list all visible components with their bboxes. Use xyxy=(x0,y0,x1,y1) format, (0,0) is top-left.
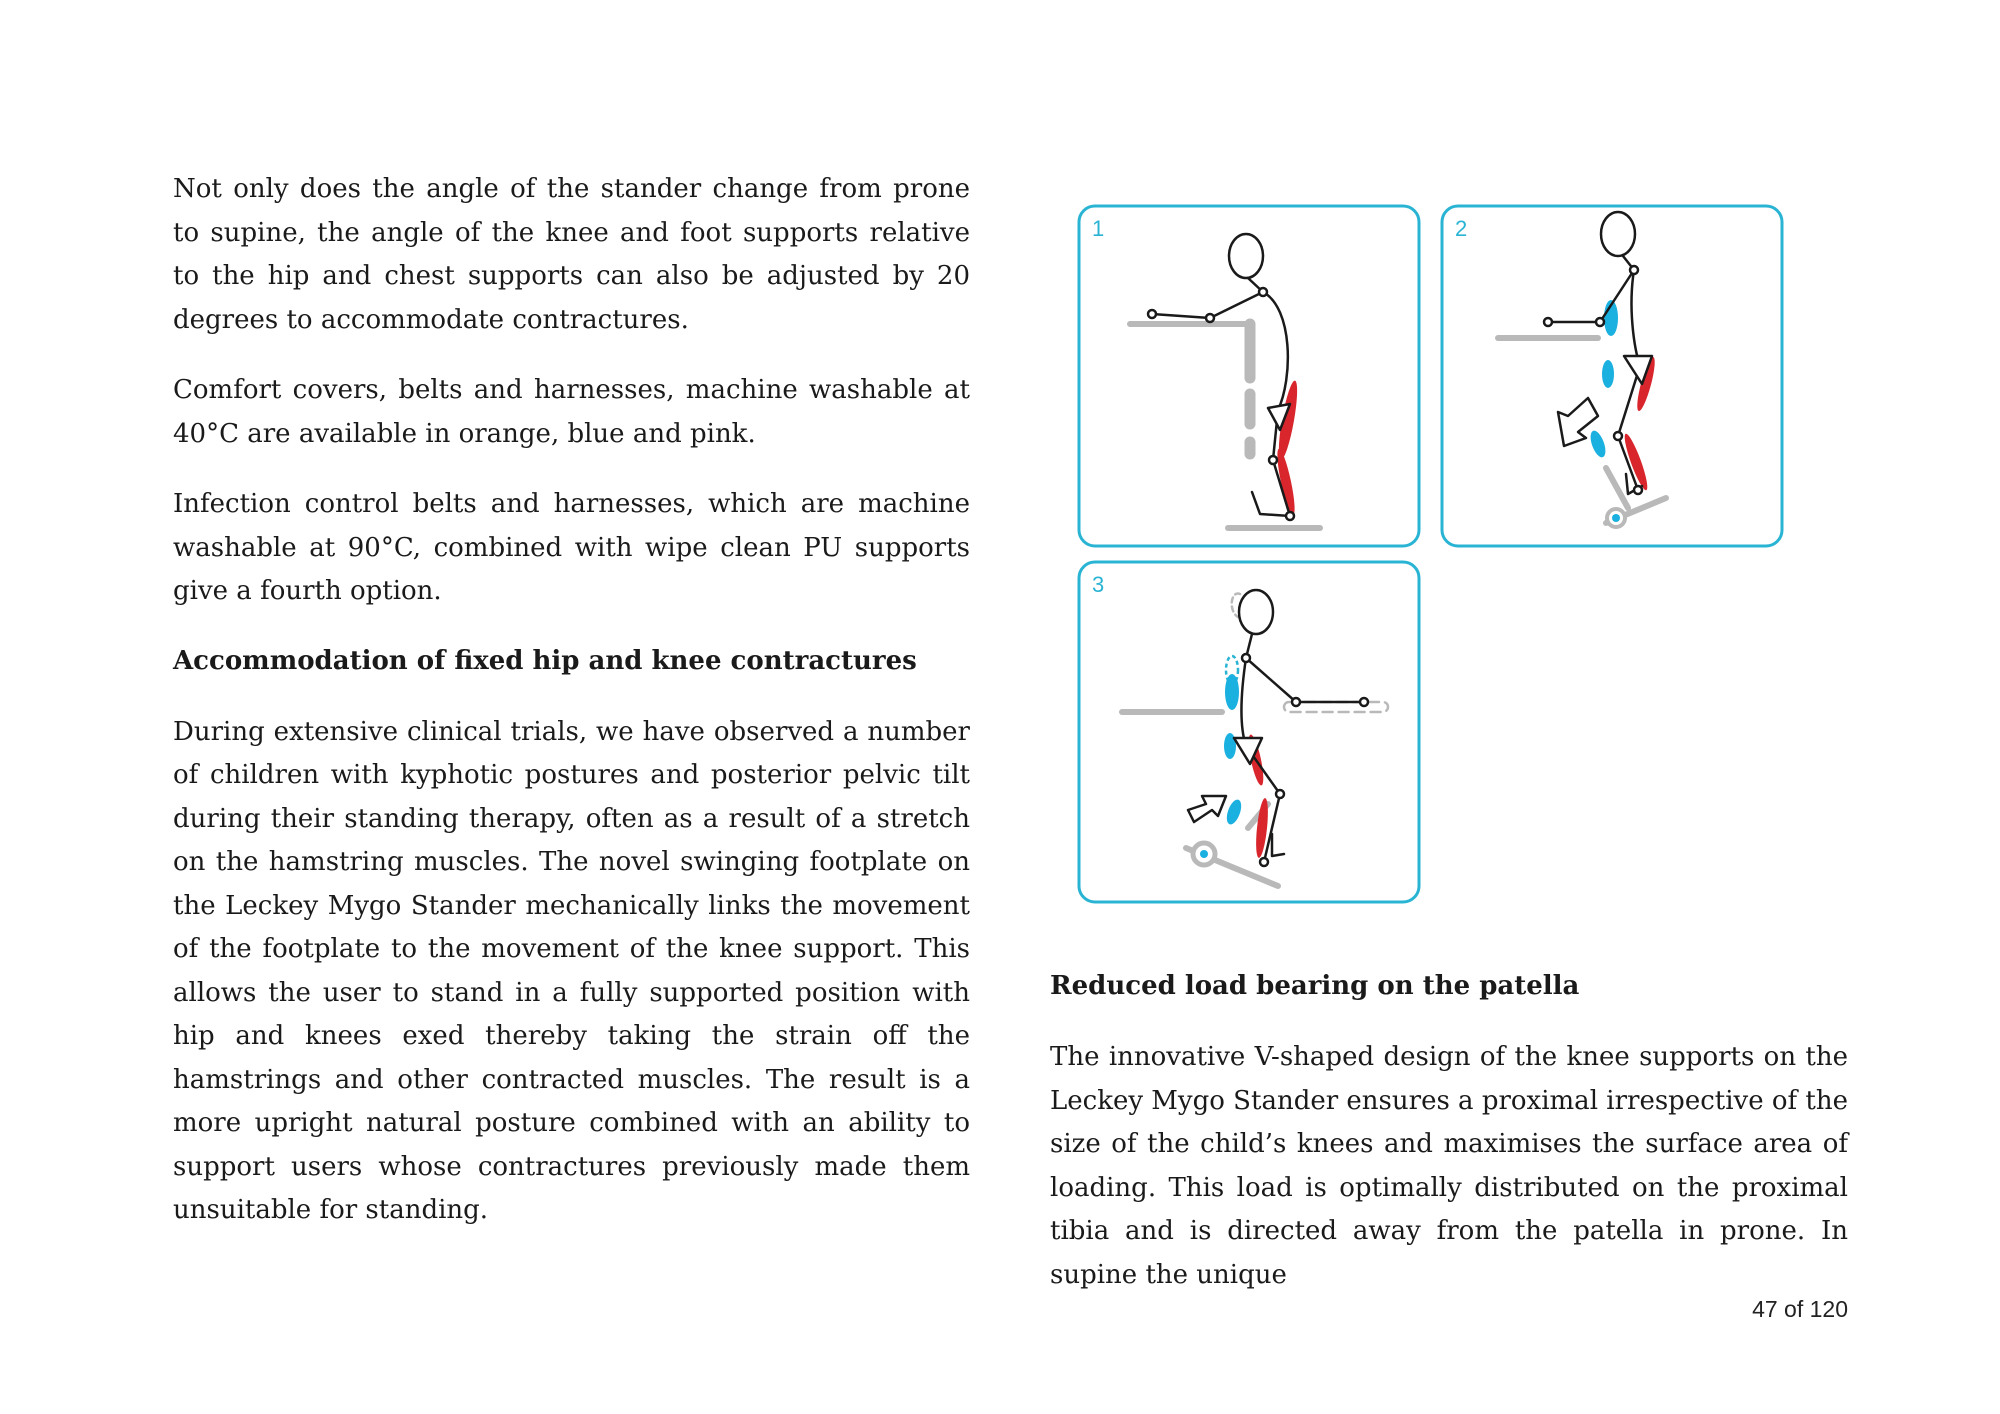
panel-3 xyxy=(1079,562,1419,902)
paragraph-knee-supports: The innovative V-shaped design of the knee supports on the Leckey Mygo Stander ensures a proximal irrespective of the size of the child’s knees and maximises the surface area of loading. This load is optimally distributed on the proximal tibia and is directed away from the patella in prone. In supine the unique xyxy=(1050,1042,1848,1290)
paragraph-infection-control: Infection control belts and harnesses, which are machine washable at 90°C, combined with wipe clean PU supports give a fourth option. xyxy=(173,489,970,606)
page-number: 47 of 120 xyxy=(1752,1296,1848,1322)
heading-contractures: Accommodation of fixed hip and knee contractures xyxy=(173,645,917,676)
panel-1-label: 1 xyxy=(1092,216,1105,241)
panel-2-label: 2 xyxy=(1455,216,1468,241)
stander-positions-figure xyxy=(1068,198,1788,908)
panel-1 xyxy=(1079,206,1419,546)
right-column xyxy=(1050,966,1848,1324)
left-column xyxy=(173,168,970,1260)
panel-2 xyxy=(1442,206,1782,546)
heading-patella: Reduced load bearing on the patella xyxy=(1050,971,1580,1001)
paragraph-comfort-covers: Comfort covers, belts and harnesses, machine washable at 40°C are available in orange, blue and pink. xyxy=(173,375,970,449)
paragraph-clinical-trials: During extensive clinical trials, we have observed a number of children with kyphotic postures and posterior pelvic tilt during their standing therapy, often as a result of a stretch on the hamstring muscles. The novel swinging footplate on the Leckey Mygo Stander mechanically links the movement of the footplate to the movement of the knee support. This allows the user to stand in a fully supported position with hip and knees exed thereby taking the strain off the hamstrings and other contracted muscles. The result is a more upright natural posture combined with an ability to support users whose contractures previously made them unsuitable for standing. xyxy=(173,716,970,1225)
rotation-arrow-icon xyxy=(1188,796,1226,822)
panel-3-label: 3 xyxy=(1092,572,1105,597)
paragraph-angle-adjustment: Not only does the angle of the stander change from prone to supine, the angle of the knee and foot supports relative to the hip and chest supports can also be adjusted by 20 degrees to accommodate contractures. xyxy=(173,174,970,335)
